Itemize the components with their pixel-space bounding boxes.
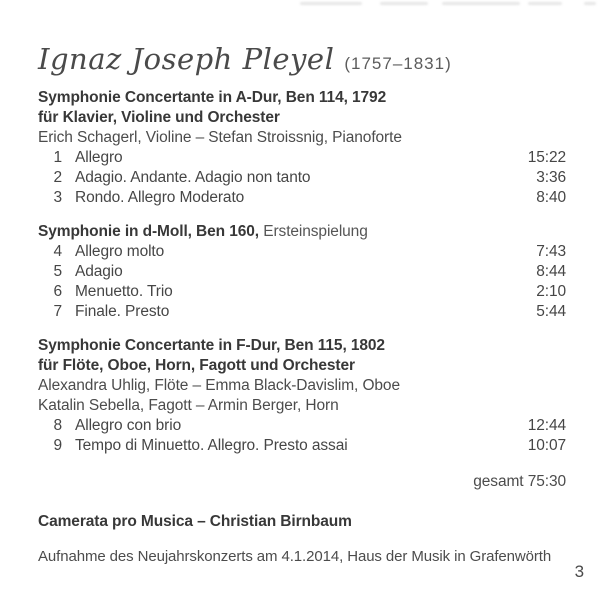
track-row bbox=[38, 148, 566, 168]
track-number: 3 bbox=[53, 189, 62, 206]
work-section bbox=[38, 88, 566, 208]
track-time: 8:40 bbox=[536, 189, 566, 206]
track-row bbox=[38, 416, 566, 436]
track-time: 12:44 bbox=[527, 417, 566, 434]
track-number: 8 bbox=[53, 417, 62, 434]
track-number: 4 bbox=[53, 243, 62, 260]
track-title: Adagio. Andante. Adagio non tanto bbox=[75, 169, 311, 186]
page-number: 3 bbox=[574, 562, 584, 581]
composer-dates: (1757–1831) bbox=[344, 54, 452, 73]
work-tracks bbox=[38, 416, 566, 456]
work-title-line bbox=[38, 336, 566, 356]
performer-line: Alexandra Uhlig, Flöte – Emma Black-Davislim, Oboe bbox=[38, 377, 400, 394]
work-section bbox=[38, 336, 566, 456]
recording-note: Aufnahme des Neujahrskonzerts am 4.1.2014, Haus der Musik in Grafenwörth bbox=[38, 548, 552, 565]
work-title-text: für Flöte, Oboe, Horn, Fagott und Orchester bbox=[38, 357, 355, 374]
track-number: 1 bbox=[53, 149, 62, 166]
print-bleed-artifact bbox=[584, 2, 596, 5]
work-tracks bbox=[38, 148, 566, 208]
work-title-annotation: Ersteinspielung bbox=[259, 223, 368, 240]
work-title-text: Symphonie in d-Moll, Ben 160, bbox=[38, 223, 260, 240]
track-time: 10:07 bbox=[527, 437, 566, 454]
track-title: Tempo di Minuetto. Allegro. Presto assai bbox=[75, 437, 348, 454]
track-number: 6 bbox=[53, 283, 62, 300]
performer-line: Katalin Sebella, Fagott – Armin Berger, Horn bbox=[38, 397, 339, 414]
track-title: Rondo. Allegro Moderato bbox=[75, 189, 245, 206]
track-title: Allegro molto bbox=[75, 243, 165, 260]
track-row bbox=[38, 282, 566, 302]
work-heading bbox=[38, 336, 566, 376]
performer-line: Erich Schagerl, Violine – Stefan Stroissnig, Pianoforte bbox=[38, 129, 402, 146]
track-title: Finale. Presto bbox=[75, 303, 170, 320]
track-title: Allegro con brio bbox=[75, 417, 182, 434]
work-heading bbox=[38, 222, 566, 242]
track-time: 3:36 bbox=[536, 169, 566, 186]
booklet-page bbox=[38, 0, 566, 566]
work-performers bbox=[38, 128, 566, 148]
work-title-line bbox=[38, 356, 566, 376]
work-title-line bbox=[38, 108, 566, 128]
track-number: 9 bbox=[53, 437, 62, 454]
ensemble-conductor-line: Camerata pro Musica – Christian Birnbaum bbox=[38, 513, 352, 530]
track-number: 2 bbox=[53, 169, 62, 186]
composer-heading bbox=[38, 42, 566, 84]
track-time: 2:10 bbox=[536, 283, 566, 300]
track-time: 15:22 bbox=[527, 149, 566, 166]
track-time: 5:44 bbox=[536, 303, 566, 320]
track-title: Menuetto. Trio bbox=[75, 283, 173, 300]
track-row bbox=[38, 188, 566, 208]
track-title: Allegro bbox=[75, 149, 123, 166]
work-section bbox=[38, 222, 566, 322]
composer-name: Ignaz Joseph Pleyel bbox=[38, 42, 335, 76]
track-row bbox=[38, 436, 566, 456]
work-heading bbox=[38, 88, 566, 128]
work-performers bbox=[38, 376, 566, 416]
track-row bbox=[38, 242, 566, 262]
track-number: 7 bbox=[53, 303, 62, 320]
work-title-line bbox=[38, 222, 566, 242]
work-title-text: für Klavier, Violine und Orchester bbox=[38, 109, 280, 126]
track-time: 8:44 bbox=[536, 263, 566, 280]
works-list bbox=[38, 88, 566, 456]
work-title-line bbox=[38, 88, 566, 108]
track-row bbox=[38, 168, 566, 188]
track-time: 7:43 bbox=[536, 243, 566, 260]
track-title: Adagio bbox=[75, 263, 123, 280]
work-title-text: Symphonie Concertante in F-Dur, Ben 115, 1802 bbox=[38, 337, 385, 354]
track-number: 5 bbox=[53, 263, 62, 280]
track-row bbox=[38, 302, 566, 322]
total-duration: gesamt 75:30 bbox=[473, 473, 566, 490]
work-tracks bbox=[38, 242, 566, 322]
track-row bbox=[38, 262, 566, 282]
work-title-text: Symphonie Concertante in A-Dur, Ben 114, 1792 bbox=[38, 89, 387, 106]
